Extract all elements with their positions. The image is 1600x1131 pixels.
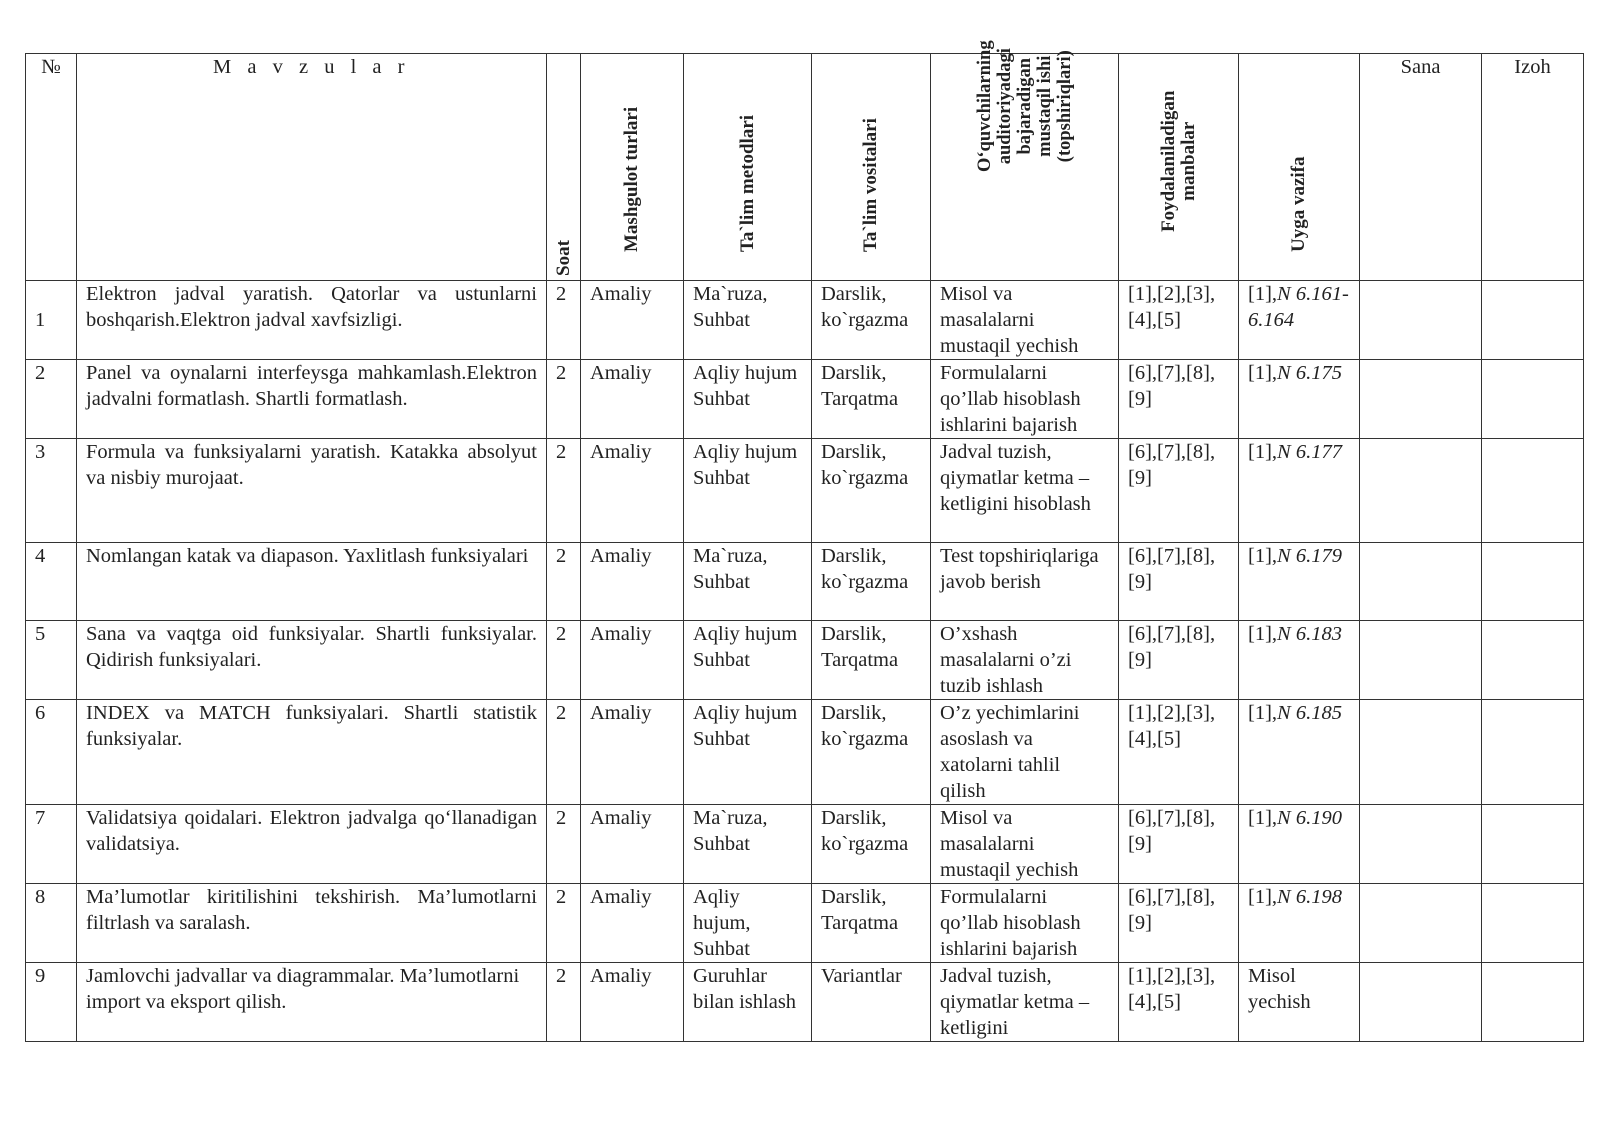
method-cell: Ma`ruza, Suhbat [684,281,812,360]
sources-cell: [6],[7],[8],[9] [1119,543,1239,621]
sources-cell: [6],[7],[8],[9] [1119,621,1239,700]
hours-cell: 2 [547,281,581,360]
note-cell [1482,805,1584,884]
topic-cell: Validatsiya qoidalari. Elektron jadvalga qo‘llanadigan validatsiya. [77,805,547,884]
hours-cell: 2 [547,963,581,1042]
tools-cell: Darslik, ko`rgazma [812,543,931,621]
tools-cell: Darslik, Tarqatma [812,360,931,439]
column-header-tools: Ta`lim vositalari [812,54,931,281]
homework-cell: [1],N 6.190 [1239,805,1360,884]
column-header-hours: Soat [547,54,581,281]
header-row [26,54,1584,281]
note-cell [1482,700,1584,805]
row-number: 3 [26,439,77,543]
note-cell [1482,543,1584,621]
homework-cell: [1],N 6.198 [1239,884,1360,963]
table-row [26,700,1584,805]
table-row [26,805,1584,884]
note-cell [1482,621,1584,700]
column-header-date: Sana [1360,54,1482,281]
task-cell: Misol va masalalarni mustaqil yechish [931,805,1119,884]
hours-cell: 2 [547,805,581,884]
sources-cell: [1],[2],[3],[4],[5] [1119,281,1239,360]
lesson-type-cell: Amaliy [581,805,684,884]
date-cell [1360,963,1482,1042]
task-cell: O’z yechimlarini asoslash va xatolarni tahlil qilish [931,700,1119,805]
hours-cell: 2 [547,360,581,439]
column-header-sources: Foydalaniladigan manbalar [1119,54,1239,281]
topic-cell: Jamlovchi jadvallar va diagrammalar. Ma’lumotlarni import va eksport qilish. [77,963,547,1042]
note-cell [1482,360,1584,439]
sources-cell: [6],[7],[8],[9] [1119,360,1239,439]
row-number: 4 [26,543,77,621]
sources-cell: [1],[2],[3],[4],[5] [1119,963,1239,1042]
method-cell: Ma`ruza, Suhbat [684,543,812,621]
method-cell: Ma`ruza, Suhbat [684,805,812,884]
column-header-topics: M a v z u l a r [77,54,547,281]
lesson-plan-table [25,40,1584,1042]
lesson-type-cell: Amaliy [581,621,684,700]
tools-cell: Darslik, ko`rgazma [812,805,931,884]
hours-cell: 2 [547,700,581,805]
date-cell [1360,805,1482,884]
homework-cell: [1],N 6.179 [1239,543,1360,621]
topic-cell: Nomlangan katak va diapason. Yaxlitlash funksiyalari [77,543,547,621]
task-cell: Test topshiriqlariga javob berish [931,543,1119,621]
table-row [26,621,1584,700]
tools-cell: Darslik, Tarqatma [812,621,931,700]
method-cell: Aqliy hujum Suhbat [684,360,812,439]
lesson-type-cell: Amaliy [581,439,684,543]
task-cell: Formulalarni qo’llab hisoblash ishlarini bajarish [931,884,1119,963]
topic-cell: Ma’lumotlar kiritilishini tekshirish. Ma’lumotlarni filtrlash va saralash. [77,884,547,963]
task-cell: O’xshash masalalarni o’zi tuzib ishlash [931,621,1119,700]
row-number: 2 [26,360,77,439]
topic-cell: INDEX va MATCH funksiyalari. Shartli statistik funksiyalar. [77,700,547,805]
hours-cell: 2 [547,884,581,963]
column-header-lesson-types: Mashgulot turlari [581,54,684,281]
tools-cell: Darslik, ko`rgazma [812,439,931,543]
homework-cell: Misol yechish [1239,963,1360,1042]
note-cell [1482,963,1584,1042]
tools-cell: Darslik, ko`rgazma [812,700,931,805]
table-row [26,963,1584,1042]
note-cell [1482,439,1584,543]
lesson-type-cell: Amaliy [581,700,684,805]
row-number: 5 [26,621,77,700]
table-row [26,439,1584,543]
lesson-type-cell: Amaliy [581,963,684,1042]
method-cell: Aqliy hujum, Suhbat [684,884,812,963]
column-header-methods: Ta`lim metodlari [684,54,812,281]
table-row [26,884,1584,963]
row-number: 8 [26,884,77,963]
table-row [26,543,1584,621]
tools-cell: Variantlar [812,963,931,1042]
task-cell: Misol va masalalarni mustaqil yechish [931,281,1119,360]
lesson-type-cell: Amaliy [581,884,684,963]
row-number: 6 [26,700,77,805]
task-cell: Formulalarni qo’llab hisoblash ishlarini bajarish [931,360,1119,439]
row-number: 9 [26,963,77,1042]
table-row [26,360,1584,439]
column-header-homework: Uyga vazifa [1239,54,1360,281]
topic-cell: Panel va oynalarni interfeysga mahkamlash.Elektron jadvalni formatlash. Shartli formatlash. [77,360,547,439]
column-header-number: № [26,54,77,281]
task-cell: Jadval tuzish, qiymatlar ketma – ketligini hisoblash [931,439,1119,543]
homework-cell: [1],N 6.183 [1239,621,1360,700]
topic-cell: Formula va funksiyalarni yaratish. Katakka absolyut va nisbiy murojaat. [77,439,547,543]
hours-cell: 2 [547,621,581,700]
tools-cell: Darslik, ko`rgazma [812,281,931,360]
date-cell [1360,884,1482,963]
hours-cell: 2 [547,543,581,621]
date-cell [1360,543,1482,621]
note-cell [1482,884,1584,963]
method-cell: Aqliy hujum Suhbat [684,621,812,700]
method-cell: Aqliy hujum Suhbat [684,439,812,543]
homework-cell: [1],N 6.161-6.164 [1239,281,1360,360]
task-cell: Jadval tuzish, qiymatlar ketma – ketligini [931,963,1119,1042]
topic-cell: Sana va vaqtga oid funksiyalar. Shartli funksiyalar. Qidirish funksiyalari. [77,621,547,700]
tools-cell: Darslik, Tarqatma [812,884,931,963]
date-cell [1360,281,1482,360]
date-cell [1360,360,1482,439]
date-cell [1360,700,1482,805]
note-cell [1482,281,1584,360]
hours-cell: 2 [547,439,581,543]
table-row [26,281,1584,360]
method-cell: Guruhlar bilan ishlash [684,963,812,1042]
sources-cell: [6],[7],[8],[9] [1119,805,1239,884]
sources-cell: [1],[2],[3],[4],[5] [1119,700,1239,805]
column-header-note: Izoh [1482,54,1584,281]
row-number: 7 [26,805,77,884]
lesson-type-cell: Amaliy [581,543,684,621]
date-cell [1360,621,1482,700]
sources-cell: [6],[7],[8],[9] [1119,884,1239,963]
method-cell: Aqliy hujum Suhbat [684,700,812,805]
sources-cell: [6],[7],[8],[9] [1119,439,1239,543]
lesson-type-cell: Amaliy [581,281,684,360]
date-cell [1360,439,1482,543]
column-header-independent-work: O‘quvchilarning auditoriyadagi bajaradigan mustaqil ishi (topshiriqlari) [931,54,1119,281]
lesson-type-cell: Amaliy [581,360,684,439]
homework-cell: [1],N 6.177 [1239,439,1360,543]
row-number: 1 [26,281,77,360]
homework-cell: [1],N 6.185 [1239,700,1360,805]
topic-cell: Elektron jadval yaratish. Qatorlar va ustunlarni boshqarish.Elektron jadval xavfsizligi. [77,281,547,360]
homework-cell: [1],N 6.175 [1239,360,1360,439]
